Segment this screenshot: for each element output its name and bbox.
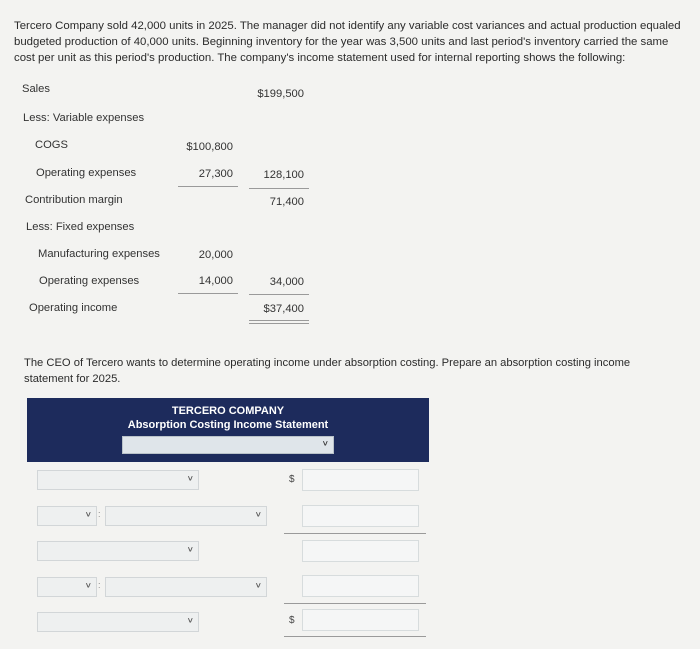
statement-header	[27, 398, 429, 462]
operating-income-value: $37,400	[263, 303, 304, 315]
variable-opex-label: Operating expenses	[36, 167, 137, 179]
amount-input[interactable]	[302, 469, 419, 491]
line-item-select[interactable]	[37, 506, 97, 526]
dollar-sign: $	[289, 474, 295, 485]
problem-intro: Tercero Company sold 42,000 units in 2025. The manager did not identify any variable cost variances and actual production equaled budgeted production of 40,000 units. Beginning inventory for the year was 3,500 units and last period's inventory carried the same cost per unit as this period's production. The company's income statement used for internal reporting shows the following:	[14, 20, 681, 64]
sales-label: Sales	[22, 83, 50, 95]
amount-input[interactable]	[302, 609, 419, 631]
chevron-down-icon: ∨	[321, 439, 329, 448]
manufacturing-value: 20,000	[198, 249, 233, 261]
less-variable-label: Less: Variable expenses	[23, 112, 145, 124]
chevron-down-icon: ∨	[186, 545, 194, 554]
question-text: The CEO of Tercero wants to determine operating income under absorption costing. Prepare an absorption costing income statement for 2025.	[24, 357, 631, 385]
line-item-select[interactable]	[37, 470, 199, 490]
operating-income-label: Operating income	[29, 302, 118, 314]
fixed-opex-label: Operating expenses	[39, 275, 140, 287]
amount-input[interactable]	[302, 540, 419, 562]
underline	[178, 186, 238, 187]
underline	[178, 293, 238, 294]
fixed-total: 34,000	[269, 276, 304, 288]
amount-input[interactable]	[302, 505, 419, 527]
underline	[249, 188, 309, 189]
line-item-select[interactable]	[37, 541, 199, 561]
chevron-down-icon: ∨	[254, 510, 262, 519]
line-item-select[interactable]	[37, 577, 97, 597]
dollar-sign: $	[289, 615, 295, 626]
manufacturing-label: Manufacturing expenses	[38, 248, 160, 260]
chevron-down-icon: ∨	[186, 474, 194, 483]
cogs-value: $100,800	[186, 141, 233, 153]
chevron-down-icon: ∨	[186, 616, 194, 625]
contribution-margin-label: Contribution margin	[25, 194, 123, 206]
variable-total: 128,100	[263, 169, 304, 181]
sales-total: $199,500	[257, 88, 304, 100]
underline	[284, 603, 426, 604]
statement-title: Absorption Costing Income Statement	[127, 419, 329, 431]
underline	[249, 294, 309, 295]
fixed-opex-value: 14,000	[198, 275, 233, 287]
line-item-select[interactable]	[105, 577, 267, 597]
colon-separator: :	[98, 580, 101, 590]
colon-separator: :	[98, 509, 101, 519]
period-select[interactable]	[122, 436, 334, 454]
cogs-label: COGS	[35, 139, 68, 151]
less-fixed-label: Less: Fixed expenses	[26, 221, 135, 233]
line-item-select[interactable]	[37, 612, 199, 632]
chevron-down-icon: ∨	[84, 510, 92, 519]
underline	[284, 533, 426, 534]
chevron-down-icon: ∨	[254, 581, 262, 590]
line-item-select[interactable]	[105, 506, 267, 526]
chevron-down-icon: ∨	[84, 581, 92, 590]
underline	[284, 636, 426, 637]
variable-opex-value: 27,300	[198, 168, 233, 180]
amount-input[interactable]	[302, 575, 419, 597]
company-name: TERCERO COMPANY	[171, 405, 285, 417]
contribution-margin-value: 71,400	[269, 196, 304, 208]
double-underline	[249, 320, 309, 324]
